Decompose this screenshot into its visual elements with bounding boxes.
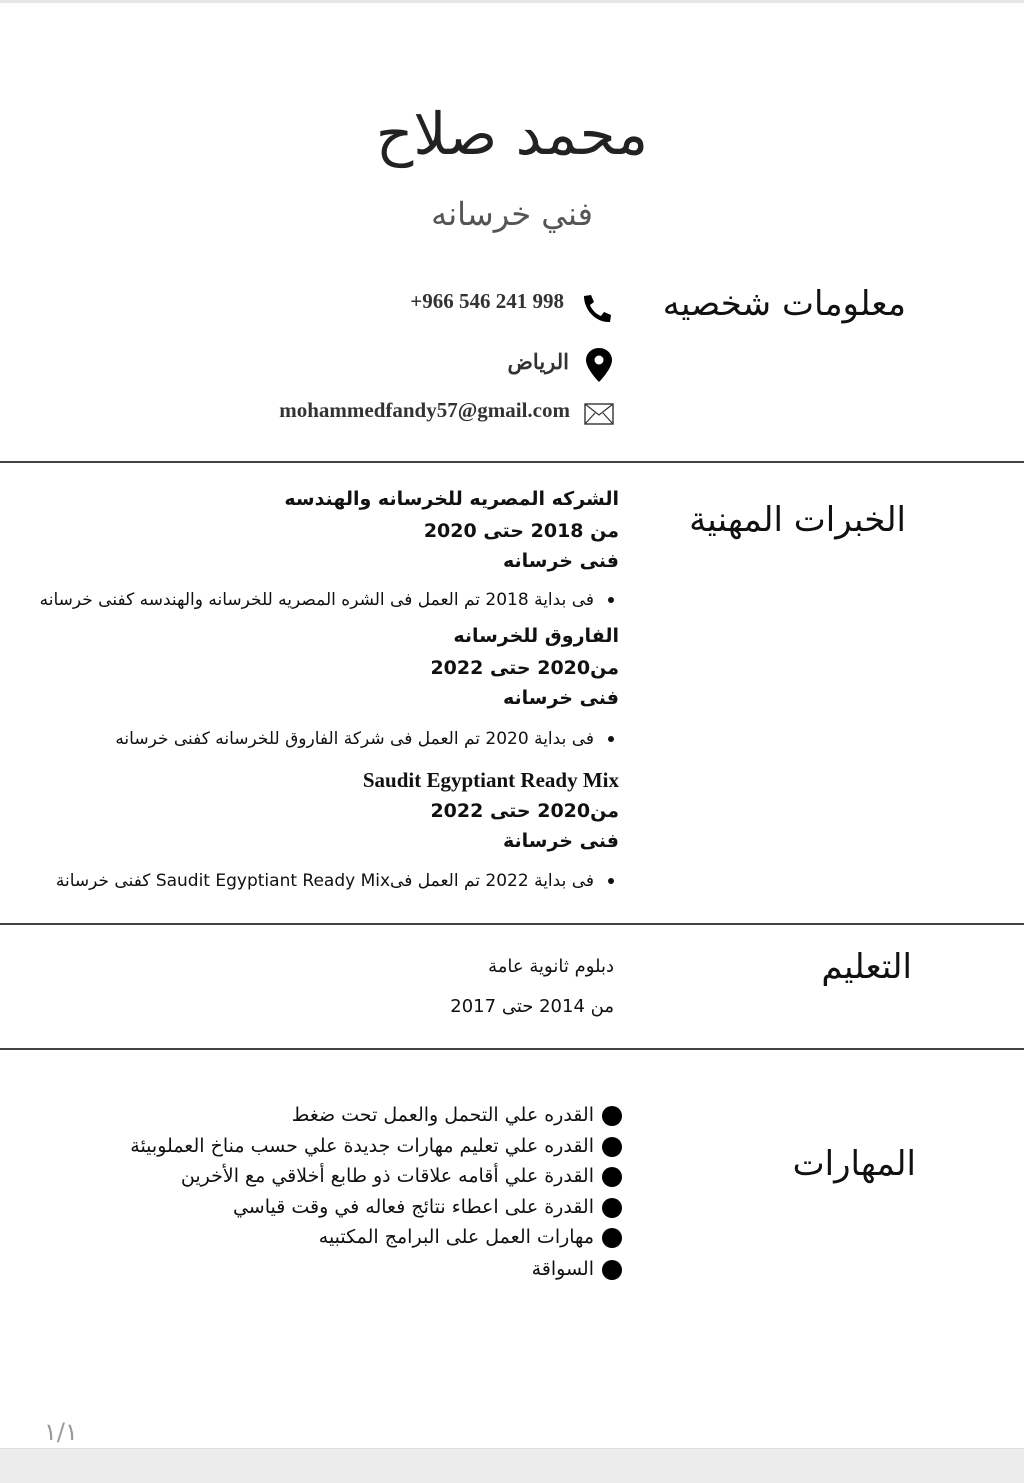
job-company: الفاروق للخرسانه xyxy=(453,625,619,647)
location-text: الرياض xyxy=(507,350,569,374)
job-role: فنى خرسانه xyxy=(502,550,619,572)
divider xyxy=(0,1048,1024,1050)
education-degree: دبلوم ثانوية عامة xyxy=(488,956,614,977)
top-edge xyxy=(0,0,1024,3)
skill-item: السواقة xyxy=(532,1258,622,1280)
job-description: فى بداية 2022 تم العمل فىSaudit Egyptiant Ready Mix كفنى خرسانة xyxy=(56,871,614,891)
job-period: من2020 حتى 2022 xyxy=(430,657,619,679)
skill-item: مهارات العمل على البرامج المكتبيه xyxy=(319,1226,622,1248)
job-role: فنى خرسانة xyxy=(502,830,619,852)
bullet-icon xyxy=(602,1260,622,1280)
education-period: من 2014 حتى 2017 xyxy=(450,996,614,1017)
location-pin-icon xyxy=(585,347,613,383)
job-title: فني خرسانه xyxy=(431,195,593,233)
job-description: فى بداية 2020 تم العمل فى شركة الفاروق للخرسانه كفنى خرسانه xyxy=(115,729,614,749)
personal-info-title: معلومات شخصيه xyxy=(662,284,906,324)
bullet-icon xyxy=(602,1228,622,1248)
job-role: فنى خرسانه xyxy=(502,687,619,709)
phone-number: +966 546 241 998 xyxy=(410,289,564,313)
bullet-icon xyxy=(602,1137,622,1157)
divider xyxy=(0,461,1024,463)
skills-title: المهارات xyxy=(792,1144,916,1184)
bottom-bar xyxy=(0,1448,1024,1483)
page-indicator: ١/١ xyxy=(44,1418,78,1446)
skill-item: القدره علي تعليم مهارات جديدة علي حسب مناخ العملوبيئة xyxy=(130,1135,622,1157)
skill-item: القدرة على اعطاء نتائج فعاله في وقت قياسي xyxy=(233,1196,622,1218)
skill-item: القدرة علي أقامه علاقات ذو طابع أخلاقي مع الأخرين xyxy=(181,1165,622,1187)
person-name: محمد صلاح xyxy=(375,100,649,168)
envelope-icon xyxy=(584,403,614,425)
bullet-icon xyxy=(602,1167,622,1187)
education-title: التعليم xyxy=(821,947,912,987)
bullet-icon xyxy=(602,1198,622,1218)
job-company: Saudit Egyptiant Ready Mix xyxy=(362,768,619,792)
skill-item: القدره علي التحمل والعمل تحت ضغط xyxy=(292,1104,622,1126)
job-period: من 2018 حتى 2020 xyxy=(423,520,619,542)
bullet-icon xyxy=(608,736,614,742)
phone-icon xyxy=(580,293,614,325)
bullet-icon xyxy=(602,1106,622,1126)
job-period: من2020 حتى 2022 xyxy=(430,800,619,822)
email-address[interactable]: mohammedfandy57@gmail.com xyxy=(279,398,570,422)
job-company: الشركه المصريه للخرسانه والهندسه xyxy=(284,488,619,510)
bullet-icon xyxy=(608,597,614,603)
job-description: فى بداية 2018 تم العمل فى الشره المصريه للخرسانه والهندسه كفنى خرسانه xyxy=(40,590,614,610)
bullet-icon xyxy=(608,878,614,884)
experience-title: الخبرات المهنية xyxy=(689,500,906,540)
divider xyxy=(0,923,1024,925)
